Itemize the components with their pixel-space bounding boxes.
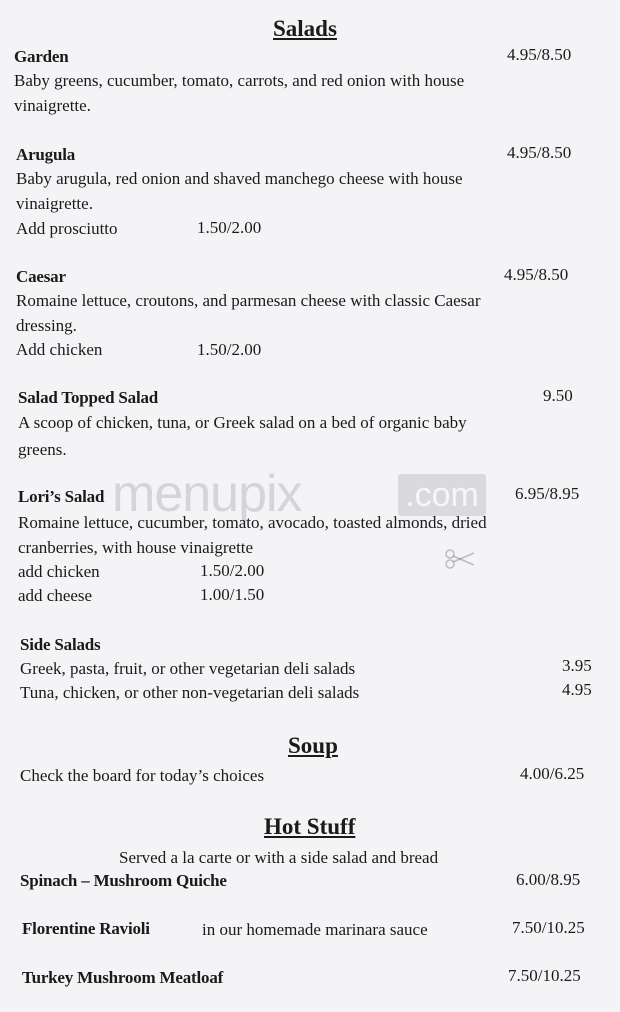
watermark-text: menupix — [112, 465, 302, 523]
ravioli-price: 7.50/10.25 — [512, 918, 585, 937]
loris-addon-chicken: add chicken — [18, 562, 100, 581]
salads-heading: Salads — [273, 16, 337, 41]
quiche-name: Spinach – Mushroom Quiche — [20, 871, 227, 890]
loris-salad-desc-2: cranberries, with house vinaigrette — [18, 538, 254, 557]
caesar-price: 4.95/8.50 — [504, 265, 569, 284]
salad-topped-price: 9.50 — [543, 386, 573, 405]
loris-salad-desc-1: Romaine lettuce, cucumber, tomato, avocado, toasted almonds, dried — [18, 513, 487, 532]
side-salads-line-1-price: 3.95 — [562, 656, 592, 675]
loris-salad-price: 6.95/8.95 — [515, 484, 580, 503]
ravioli-name: Florentine Ravioli — [22, 919, 150, 938]
arugula-desc-2: vinaigrette. — [16, 194, 93, 213]
meatloaf-price: 7.50/10.25 — [508, 966, 581, 985]
caesar-desc-1: Romaine lettuce, croutons, and parmesan cheese with classic Caesar — [16, 291, 481, 310]
garden-desc-1: Baby greens, cucumber, tomato, carrots, and red onion with house — [14, 71, 465, 90]
ravioli-desc: in our homemade marinara sauce — [202, 920, 428, 939]
arugula-name: Arugula — [16, 145, 76, 164]
caesar-desc-2: dressing. — [16, 316, 77, 335]
quiche-price: 6.00/8.95 — [516, 870, 581, 889]
scissors-icon — [444, 548, 476, 570]
soup-heading: Soup — [288, 733, 338, 758]
salad-topped-desc-1: A scoop of chicken, tuna, or Greek salad on a bed of organic baby — [18, 413, 467, 432]
watermark-suffix: .com — [398, 474, 486, 516]
salad-topped-name: Salad Topped Salad — [18, 388, 159, 407]
side-salads-line-1: Greek, pasta, fruit, or other vegetarian deli salads — [20, 659, 356, 678]
soup-price: 4.00/6.25 — [520, 764, 585, 783]
garden-name: Garden — [14, 47, 69, 66]
loris-salad-name: Lori’s Salad — [18, 487, 105, 506]
loris-addon-chicken-price: 1.50/2.00 — [200, 561, 265, 580]
arugula-desc-1: Baby arugula, red onion and shaved manchego cheese with house — [16, 169, 463, 188]
garden-price: 4.95/8.50 — [507, 45, 572, 64]
side-salads-name: Side Salads — [20, 635, 101, 654]
hot-stuff-note: Served a la carte or with a side salad and bread — [119, 848, 439, 867]
caesar-addon: Add chicken — [16, 340, 103, 359]
soup-line: Check the board for today’s choices — [20, 766, 265, 785]
meatloaf-name: Turkey Mushroom Meatloaf — [22, 968, 224, 987]
arugula-price: 4.95/8.50 — [507, 143, 572, 162]
arugula-addon: Add prosciutto — [16, 219, 118, 238]
garden-desc-2: vinaigrette. — [14, 96, 91, 115]
side-salads-line-2: Tuna, chicken, or other non-vegetarian deli salads — [20, 683, 360, 702]
loris-addon-cheese-price: 1.00/1.50 — [200, 585, 265, 604]
loris-addon-cheese: add cheese — [18, 586, 93, 605]
salad-topped-desc-2: greens. — [18, 440, 67, 459]
caesar-name: Caesar — [16, 267, 66, 286]
hot-stuff-heading: Hot Stuff — [264, 814, 356, 839]
arugula-addon-price: 1.50/2.00 — [197, 218, 262, 237]
side-salads-line-2-price: 4.95 — [562, 680, 592, 699]
caesar-addon-price: 1.50/2.00 — [197, 340, 262, 359]
